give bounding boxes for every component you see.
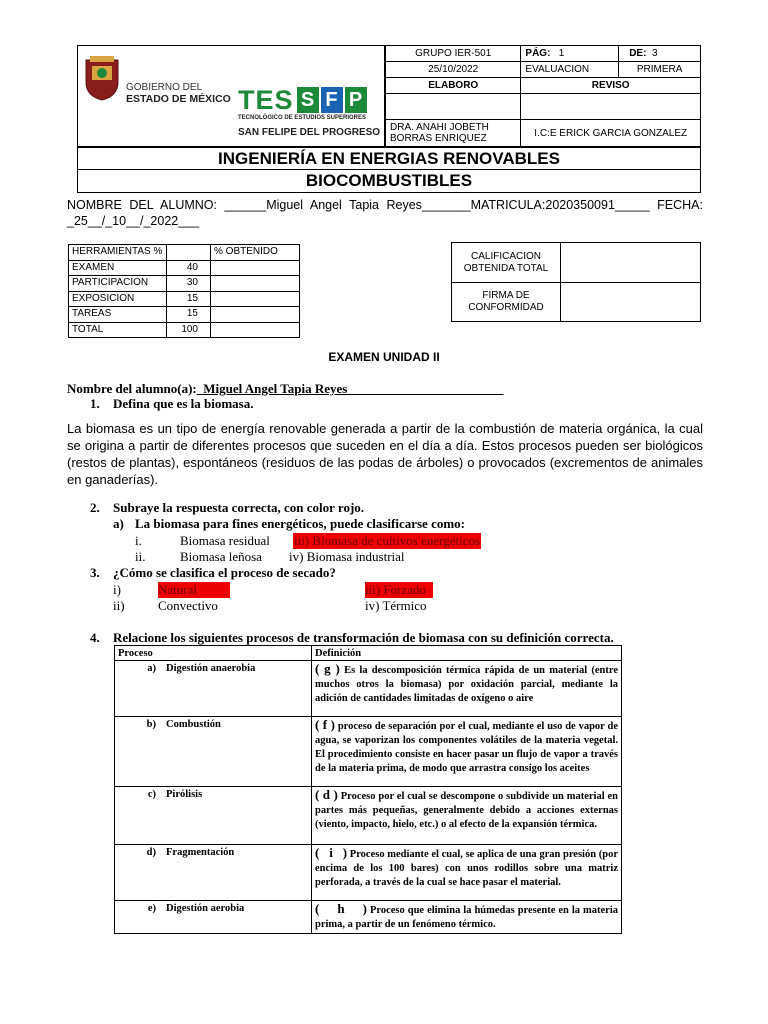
- q3-text: ¿Cómo se clasifica el proceso de secado?: [113, 565, 336, 580]
- grade-pct: 30: [167, 276, 211, 292]
- match-header-definition: Definición: [312, 646, 622, 661]
- q4-text: Relacione los siguientes procesos de transformación de biomasa con su definición correcta.: [113, 630, 614, 645]
- sfp-tile: P: [345, 87, 367, 113]
- q3-ii: Convectivo: [158, 598, 218, 613]
- match-process: Pirólisis: [166, 789, 203, 800]
- grade-pct: 15: [167, 307, 211, 323]
- match-process: Fragmentación: [166, 847, 235, 858]
- page-label: PÁG:: [525, 47, 551, 59]
- grade-obtained: [211, 291, 300, 307]
- elaboro-cell: ELABORO: [386, 77, 521, 93]
- grades-header-obtained: % OBTENIDO: [211, 245, 300, 261]
- subject-title: BIOCOMBUSTIBLES: [77, 170, 701, 193]
- grade-obtained: [211, 260, 300, 276]
- signature-label: FIRMA DE CONFORMIDAD: [452, 283, 561, 322]
- of-value: 3: [652, 47, 658, 59]
- reviso-cell: REVISO: [521, 77, 701, 93]
- match-row: [115, 661, 622, 717]
- matching-table: [114, 645, 622, 934]
- match-row: [115, 717, 622, 787]
- match-definition: Proceso por el cual se descompone o subdivide un material en partes más pequeñas, generalmente debido a acciones externas (viento, impacto, hielo, etc.) o al efecto de la expansión térmica.: [315, 791, 618, 830]
- match-row: [115, 787, 622, 845]
- exam-name-value: _Miguel Angel Tapia Reyes________________________: [196, 381, 504, 396]
- student-info-line1: NOMBRE DEL ALUMNO: ______Miguel Angel Tapia Reyes_______MATRICULA:2020350091_____ FECHA:: [67, 198, 703, 212]
- sfp-tile: S: [297, 87, 319, 113]
- match-process: Digestión aerobia: [166, 903, 245, 914]
- elaboro-signature-cell: [386, 93, 521, 120]
- grade-pct: 15: [167, 291, 211, 307]
- match-answer: ( f ): [315, 717, 335, 732]
- grade-obtained: [211, 322, 300, 338]
- eval-label-cell: EVALUACION: [521, 61, 619, 77]
- match-definition-cell: [312, 717, 622, 787]
- grades-row: [69, 322, 300, 338]
- match-definition-cell: [312, 787, 622, 845]
- match-row: [115, 845, 622, 901]
- q2a-text: La biomasa para fines energéticos, puede clasificarse como:: [135, 516, 466, 531]
- grades-row: [69, 276, 300, 292]
- match-process: Combustión: [166, 719, 221, 730]
- match-letter: b): [146, 719, 156, 730]
- q2a-number: a): [113, 516, 124, 531]
- grades-header-tool: HERRAMIENTAS %: [69, 245, 167, 261]
- q4-number: 4.: [90, 630, 100, 645]
- q2-opt-i-num: i.: [135, 533, 142, 548]
- match-answer: ( i ): [315, 845, 348, 860]
- match-answer: ( d ): [315, 787, 338, 802]
- tes-letter: S: [274, 85, 294, 115]
- q3-ii-num: ii): [113, 598, 125, 613]
- match-process-cell: [115, 787, 312, 845]
- grade-pct: 40: [167, 260, 211, 276]
- tes-subtitle: TECNOLÓGICO DE ESTUDIOS SUPERIORES: [238, 115, 367, 121]
- grade-pct: 100: [167, 322, 211, 338]
- q2-opt-iii-selected: iii) Biomasa de cultivos energéticos: [294, 533, 481, 548]
- header-logo-area: [77, 45, 385, 147]
- career-title: INGENIERÍA EN ENERGIAS RENOVABLES: [77, 147, 701, 170]
- match-definition-cell: [312, 901, 622, 934]
- grade-tool: TOTAL: [69, 322, 167, 338]
- page-value: 1: [558, 47, 565, 59]
- reviso-signature-cell: [521, 93, 701, 120]
- q1-answer: La biomasa es un tipo de energía renovable generada a partir de la combustión de materia orgánica, la cual se origina a partir de diferentes procesos que suceden en el día a día. Estos procesos pueden ser biológicos (restos de plantas), espontáneos (residuos de las podas de árboles) o provocados (excrementos de animales en ganaderías).: [67, 421, 703, 487]
- grade-obtained: [211, 276, 300, 292]
- q3-i-num: i): [113, 582, 121, 597]
- match-process-cell: [115, 717, 312, 787]
- match-definition: proceso de separación por el cual, mediante el uso de vapor de agua, se vaporizan los componentes volátiles de la materia vegetal. El procedimiento consiste en hacer pasar un flujo de vapor a través de la materia prima, de modo que arrastra consigo los aceites: [315, 721, 618, 774]
- grades-table: [68, 244, 300, 338]
- q2-text: Subraye la respuesta correcta, con color rojo.: [113, 500, 365, 515]
- total-grade-label: CALIFICACION OBTENIDA TOTAL: [452, 243, 561, 283]
- signature-value: [561, 283, 701, 322]
- header-info-table: [385, 45, 701, 147]
- q3-iv: iv) Térmico: [365, 598, 427, 613]
- q2-opt-iv: iv) Biomasa industrial: [289, 549, 405, 564]
- gov-name-line1: GOBIERNO DEL: [126, 82, 203, 93]
- final-grade-table: [451, 242, 701, 322]
- state-emblem-icon: [82, 56, 122, 102]
- page-cell: [521, 46, 619, 62]
- q3-iii-selected: iii) Forzado: [365, 582, 433, 598]
- tes-campus: SAN FELIPE DEL PROGRESO: [238, 127, 381, 138]
- match-definition: Proceso mediante el cual, se aplica de una gran presión (por encima de los 100 bares) con unos rodillos sobre una matriz perforada, a través de la cual se hace pasar el material.: [315, 849, 618, 888]
- exam-title: EXAMEN UNIDAD II: [328, 350, 440, 364]
- student-info-line2: _25__/_10__/_2022___: [67, 214, 200, 228]
- grade-obtained: [211, 307, 300, 323]
- match-definition-cell: [312, 845, 622, 901]
- q1-text: Defina que es la biomasa.: [113, 396, 254, 411]
- eval-value-cell: PRIMERA: [619, 61, 701, 77]
- match-header-process: Proceso: [115, 646, 312, 661]
- match-answer: ( g ): [315, 661, 340, 676]
- exam-name-label: Nombre del alumno(a):: [67, 381, 197, 396]
- match-definition: Proceso que elimina la húmedas presente en la materia prima, a partir de un fenómeno térmico.: [315, 905, 619, 930]
- match-definition-cell: [312, 661, 622, 717]
- group-cell: GRUPO IER-501: [386, 46, 521, 62]
- of-cell: [619, 46, 701, 62]
- of-label: DE:: [629, 47, 647, 59]
- q1-number: 1.: [90, 396, 100, 411]
- match-process-cell: [115, 845, 312, 901]
- reviso-name-cell: I.C:E ERICK GARCIA GONZALEZ: [521, 120, 701, 147]
- q3-number: 3.: [90, 565, 100, 580]
- q2-number: 2.: [90, 500, 100, 515]
- q3-i-selected: Natural: [158, 582, 230, 598]
- match-process-cell: [115, 901, 312, 934]
- q2-opt-ii-num: ii.: [135, 549, 146, 564]
- grade-tool: TAREAS: [69, 307, 167, 323]
- total-grade-value: [561, 243, 701, 283]
- match-letter: a): [147, 663, 156, 674]
- match-answer: ( h ): [315, 901, 367, 916]
- match-row: [115, 901, 622, 934]
- grades-row: [69, 260, 300, 276]
- sfp-tile: F: [321, 87, 343, 113]
- tes-letter: T: [238, 85, 256, 115]
- match-letter: e): [147, 903, 156, 914]
- tes-logo: [238, 86, 367, 114]
- date-cell: 25/10/2022: [386, 61, 521, 77]
- match-definition: Es la descomposición térmica rápida de un material (entre muchos otros la biomasa) por oxidación parcial, mediante la adición de cantidades limitadas de oxígeno o aire: [315, 665, 618, 704]
- exam-name-line: [67, 381, 503, 397]
- grade-tool: EXAMEN: [69, 260, 167, 276]
- elaboro-name-cell: DRA. ANAHI JOBETH BORRAS ENRIQUEZ: [386, 120, 521, 147]
- q2-opt-i: Biomasa residual: [180, 533, 270, 548]
- grade-tool: PARTICIPACION: [69, 276, 167, 292]
- grades-header-pct: [167, 245, 211, 261]
- match-process: Digestión anaerobia: [166, 663, 256, 674]
- grades-row: [69, 307, 300, 323]
- q2-opt-ii: Biomasa leñosa: [180, 549, 262, 564]
- tes-letter: E: [255, 85, 275, 115]
- match-process-cell: [115, 661, 312, 717]
- grade-tool: EXPOSICION: [69, 291, 167, 307]
- match-letter: c): [147, 789, 156, 800]
- gov-name-line2: ESTADO DE MÉXICO: [126, 93, 231, 105]
- grades-row: [69, 291, 300, 307]
- match-letter: d): [146, 847, 156, 858]
